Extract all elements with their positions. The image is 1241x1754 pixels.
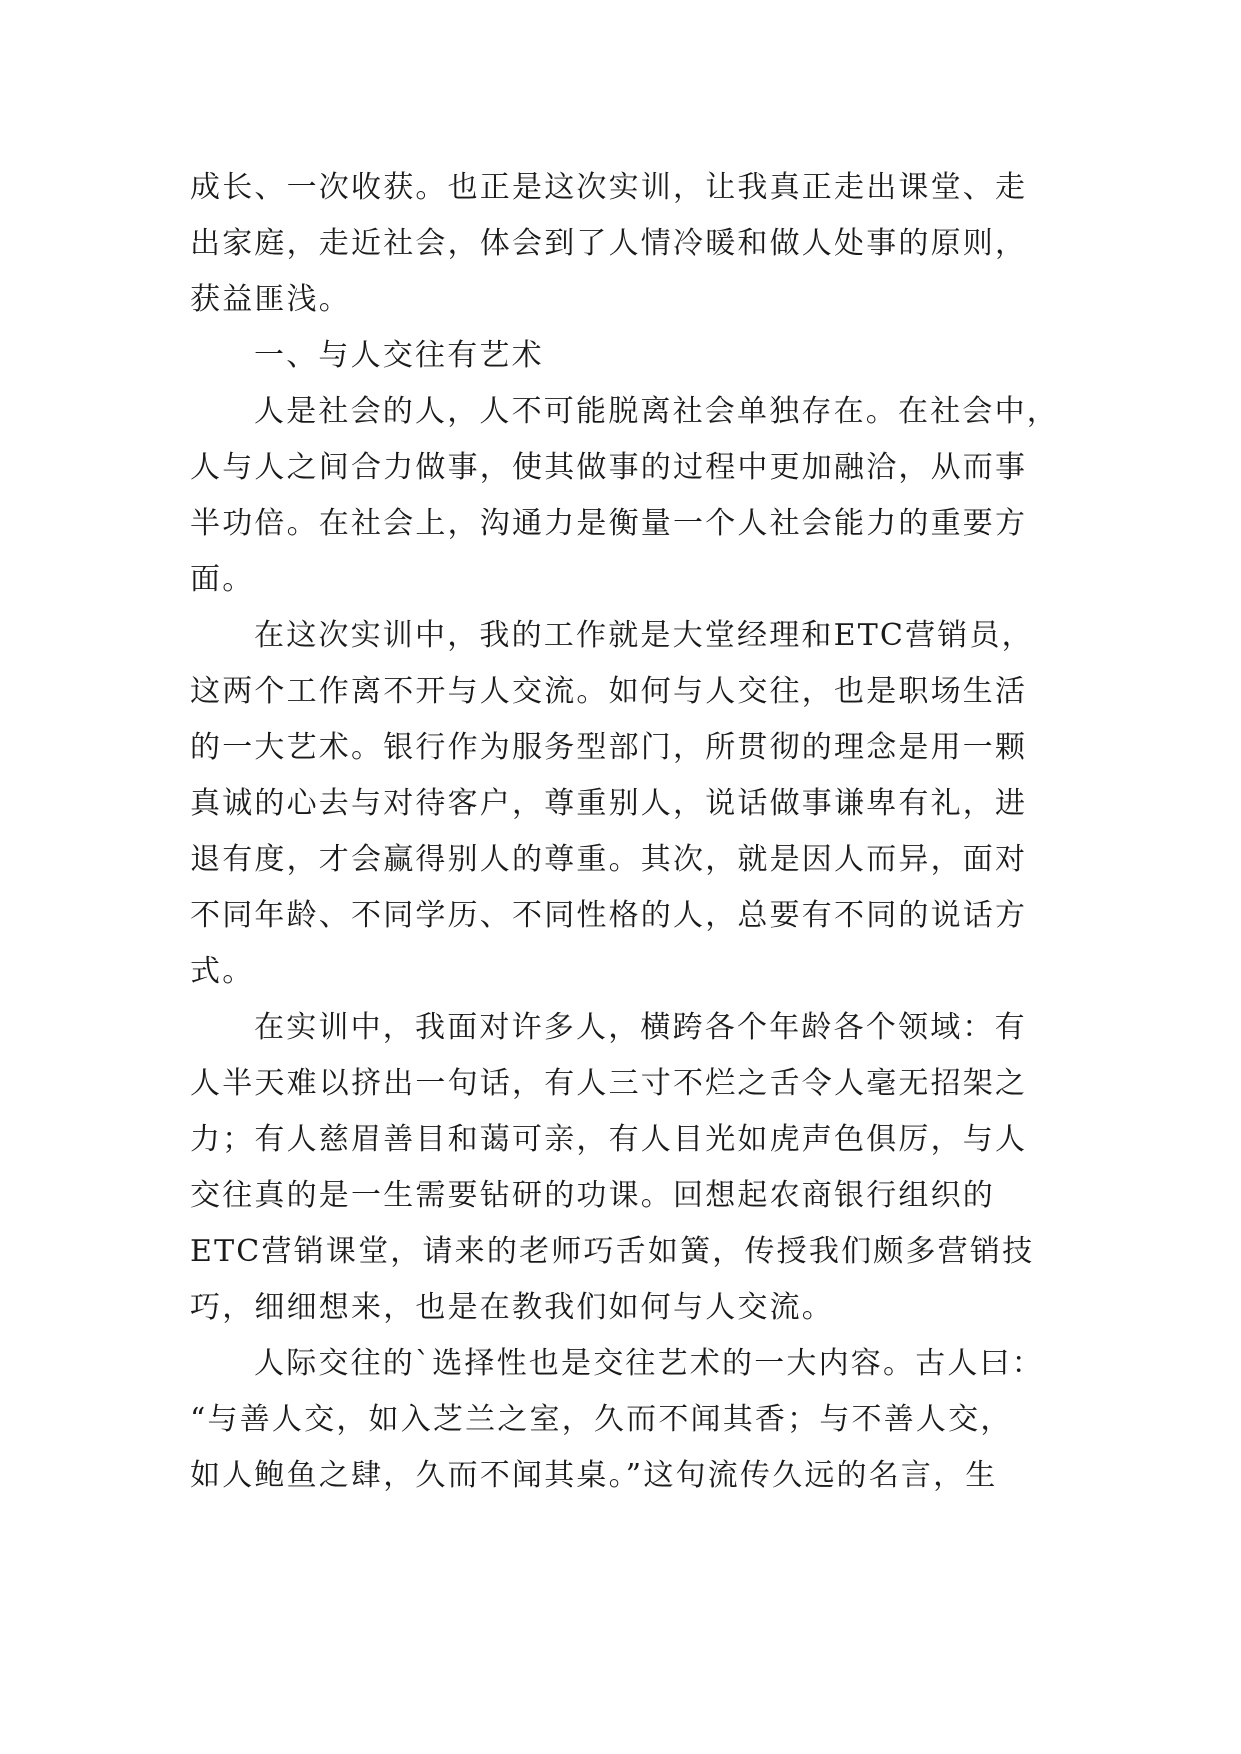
paragraph-first-line: 人际交往的`选择性也是交往艺术的一大内容。古人曰：: [254, 1346, 1044, 1381]
text-line: 力；有人慈眉善目和蔼可亲，有人目光如虎声色俱厉，与人: [190, 1122, 1028, 1157]
document-body: [190, 160, 1060, 1504]
text-line: ETC营销课堂，请来的老师巧舌如簧，传授我们颇多营销技: [190, 1234, 1035, 1269]
paragraph-first-line: 在实训中，我面对许多人，横跨各个年龄各个领域：有: [254, 1010, 1027, 1045]
text-line: 获益匪浅。: [190, 282, 351, 317]
text-line: 半功倍。在社会上，沟通力是衡量一个人社会能力的重要方: [190, 506, 1028, 541]
text-line: 出家庭，走近社会，体会到了人情冷暖和做人处事的原则，: [190, 226, 1028, 261]
section-heading: 一、与人交往有艺术: [254, 338, 544, 373]
paragraph-first-line: 人是社会的人，人不可能脱离社会单独存在。在社会中，: [254, 394, 1059, 429]
text-line: 退有度，才会赢得别人的尊重。其次，就是因人而异，面对: [190, 842, 1028, 877]
text-line: 人半天难以挤出一句话，有人三寸不烂之舌令人毫无招架之: [190, 1066, 1028, 1101]
text-line: 如人鲍鱼之肆，久而不闻其桌。”这句流传久远的名言，生: [190, 1458, 998, 1493]
paragraph-first-line: 在这次实训中，我的工作就是大堂经理和ETC营销员，: [254, 618, 1034, 653]
text-line: 成长、一次收获。也正是这次实训，让我真正走出课堂、走: [190, 170, 1028, 205]
text-line: 真诚的心去与对待客户，尊重别人，说话做事谦卑有礼，进: [190, 786, 1028, 821]
text-line: 式。: [190, 954, 255, 989]
text-line: “与善人交，如入芝兰之室，久而不闻其香；与不善人交，: [190, 1402, 1013, 1437]
text-line: 不同年龄、不同学历、不同性格的人，总要有不同的说话方: [190, 898, 1028, 933]
text-line: 人与人之间合力做事，使其做事的过程中更加融洽，从而事: [190, 450, 1028, 485]
text-line: 这两个工作离不开与人交流。如何与人交往，也是职场生活: [190, 674, 1028, 709]
text-line: 巧，细细想来，也是在教我们如何与人交流。: [190, 1290, 834, 1325]
text-line: 的一大艺术。银行作为服务型部门，所贯彻的理念是用一颗: [190, 730, 1028, 765]
text-line: 面。: [190, 562, 255, 597]
text-line: 交往真的是一生需要钻研的功课。回想起农商银行组织的: [190, 1178, 995, 1213]
